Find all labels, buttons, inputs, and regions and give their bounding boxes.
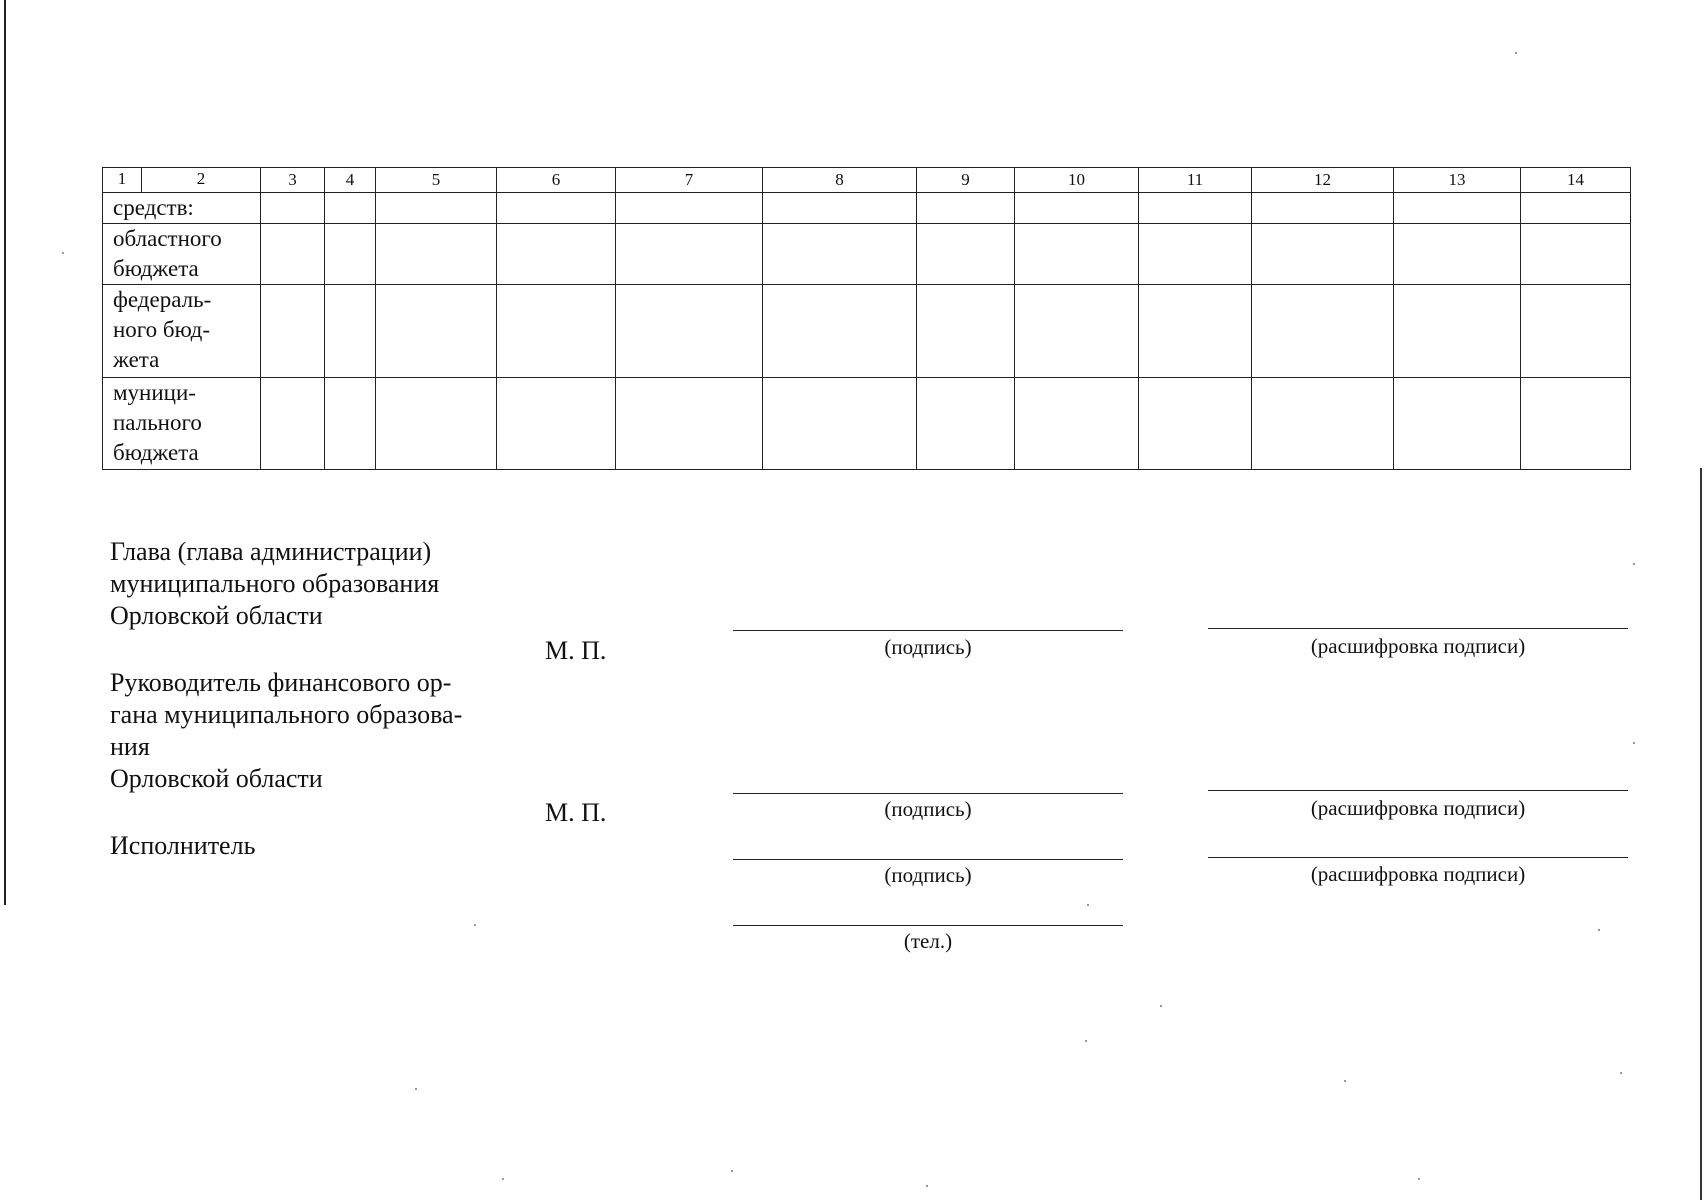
table-cell xyxy=(497,224,616,285)
table-cell xyxy=(1394,377,1521,469)
scan-speck xyxy=(1085,1040,1087,1042)
header-cell-col-13: 13 xyxy=(1394,168,1521,193)
budget-table xyxy=(102,167,1631,470)
table-cell xyxy=(917,377,1015,469)
table-cell xyxy=(763,285,917,377)
header-cell-col-6: 6 xyxy=(497,168,616,193)
row-label-municipal-budget: муници- пального бюджета xyxy=(103,377,261,469)
row-label-regional-budget: областного бюджета xyxy=(103,224,261,285)
table-cell xyxy=(325,285,376,377)
table-cell xyxy=(616,193,763,224)
row-label-federal-budget: федераль- ного бюд- жета xyxy=(103,285,261,377)
table-cell xyxy=(917,285,1015,377)
table-row xyxy=(103,377,1631,469)
table-cell xyxy=(261,224,325,285)
table-cell xyxy=(1015,224,1139,285)
stamp-place-1: М. П. xyxy=(545,636,607,665)
table-row xyxy=(103,224,1631,285)
signature-line-1 xyxy=(733,630,1123,631)
table-cell xyxy=(1139,224,1252,285)
table-cell xyxy=(376,377,497,469)
header-cell-col-2: 2 xyxy=(196,169,206,189)
row-label-funds: средств: xyxy=(103,193,261,224)
signature-caption-1: (подпись) xyxy=(884,635,972,659)
header-cell-col-11: 11 xyxy=(1139,168,1252,193)
table-cell xyxy=(1139,285,1252,377)
scan-speck xyxy=(1087,904,1089,906)
header-cell-col-14: 14 xyxy=(1521,168,1631,193)
decode-caption-1: (расшифровка подписи) xyxy=(1310,634,1526,658)
table-cell xyxy=(376,193,497,224)
decode-line-3 xyxy=(1208,857,1628,858)
table-cell xyxy=(917,224,1015,285)
table-cell xyxy=(261,193,325,224)
executor-title: Исполнитель xyxy=(110,831,256,860)
signature-caption-3: (подпись) xyxy=(884,863,972,887)
header-cell-col-4: 4 xyxy=(325,168,376,193)
table-cell xyxy=(1394,224,1521,285)
table-cell xyxy=(616,285,763,377)
table-cell xyxy=(917,193,1015,224)
scan-speck xyxy=(731,1170,733,1172)
table-cell xyxy=(763,193,917,224)
scan-speck xyxy=(1344,1080,1346,1082)
table-cell xyxy=(763,377,917,469)
header-cell-col-3: 3 xyxy=(261,168,325,193)
table-cell xyxy=(1252,224,1394,285)
scan-speck xyxy=(1633,742,1635,744)
decode-line-1 xyxy=(1208,628,1628,629)
table-cell xyxy=(1394,285,1521,377)
table-cell xyxy=(1139,377,1252,469)
decode-line-2 xyxy=(1208,790,1628,791)
header-cell-col-5: 5 xyxy=(376,168,497,193)
scan-left-edge xyxy=(4,0,6,905)
table-row xyxy=(103,193,1631,224)
table-cell xyxy=(1521,377,1631,469)
scan-speck xyxy=(1598,929,1600,931)
table-cell xyxy=(1015,285,1139,377)
header-cell-col-12: 12 xyxy=(1252,168,1394,193)
scan-speck xyxy=(415,1088,417,1090)
table-cell xyxy=(497,285,616,377)
signature-line-3 xyxy=(733,859,1123,860)
scan-speck xyxy=(502,1178,504,1180)
table-cell xyxy=(1015,377,1139,469)
table-cell xyxy=(616,377,763,469)
table-cell xyxy=(261,285,325,377)
table-cell xyxy=(1521,193,1631,224)
table-cell xyxy=(1015,193,1139,224)
scan-speck xyxy=(1620,1072,1622,1074)
scan-speck xyxy=(926,1185,928,1187)
table-cell xyxy=(376,224,497,285)
table-cell xyxy=(1521,224,1631,285)
table-cell xyxy=(1252,285,1394,377)
header-cell-col-10: 10 xyxy=(1015,168,1139,193)
phone-caption: (тел.) xyxy=(903,929,953,953)
header-cell-col-1: 1 xyxy=(103,168,142,192)
table-cell xyxy=(1252,377,1394,469)
phone-line xyxy=(733,925,1123,926)
decode-caption-3: (расшифровка подписи) xyxy=(1310,862,1526,886)
header-cell-col-9: 9 xyxy=(917,168,1015,193)
signature-caption-2: (подпись) xyxy=(884,797,972,821)
header-cell-col-1-2 xyxy=(103,168,261,193)
header-cell-col-7: 7 xyxy=(616,168,763,193)
decode-caption-2: (расшифровка подписи) xyxy=(1310,796,1526,820)
table-cell xyxy=(325,224,376,285)
table-cell xyxy=(1394,193,1521,224)
scan-speck xyxy=(1160,1005,1162,1007)
table-cell xyxy=(616,224,763,285)
table-cell xyxy=(1139,193,1252,224)
scan-speck xyxy=(1515,52,1517,54)
table-cell xyxy=(1521,285,1631,377)
table-cell xyxy=(325,193,376,224)
table-row xyxy=(103,285,1631,377)
scan-speck xyxy=(1633,563,1635,565)
table-header-row xyxy=(103,168,1631,193)
table-cell xyxy=(763,224,917,285)
stamp-place-2: М. П. xyxy=(545,798,607,827)
scan-speck xyxy=(1418,1178,1420,1180)
table-cell xyxy=(325,377,376,469)
scan-speck xyxy=(474,924,476,926)
table-cell xyxy=(261,377,325,469)
table-cell xyxy=(1252,193,1394,224)
scan-right-edge xyxy=(1700,468,1702,1200)
finance-head-title: Руководитель финансового ор- гана муниципального образова- ния Орловской области xyxy=(110,668,463,793)
table-cell xyxy=(497,377,616,469)
head-title: Глава (глава администрации) муниципального образования Орловской области xyxy=(110,537,440,630)
table-cell xyxy=(376,285,497,377)
table-cell xyxy=(497,193,616,224)
scan-speck xyxy=(62,252,64,254)
signature-line-2 xyxy=(733,793,1123,794)
header-cell-col-8: 8 xyxy=(763,168,917,193)
